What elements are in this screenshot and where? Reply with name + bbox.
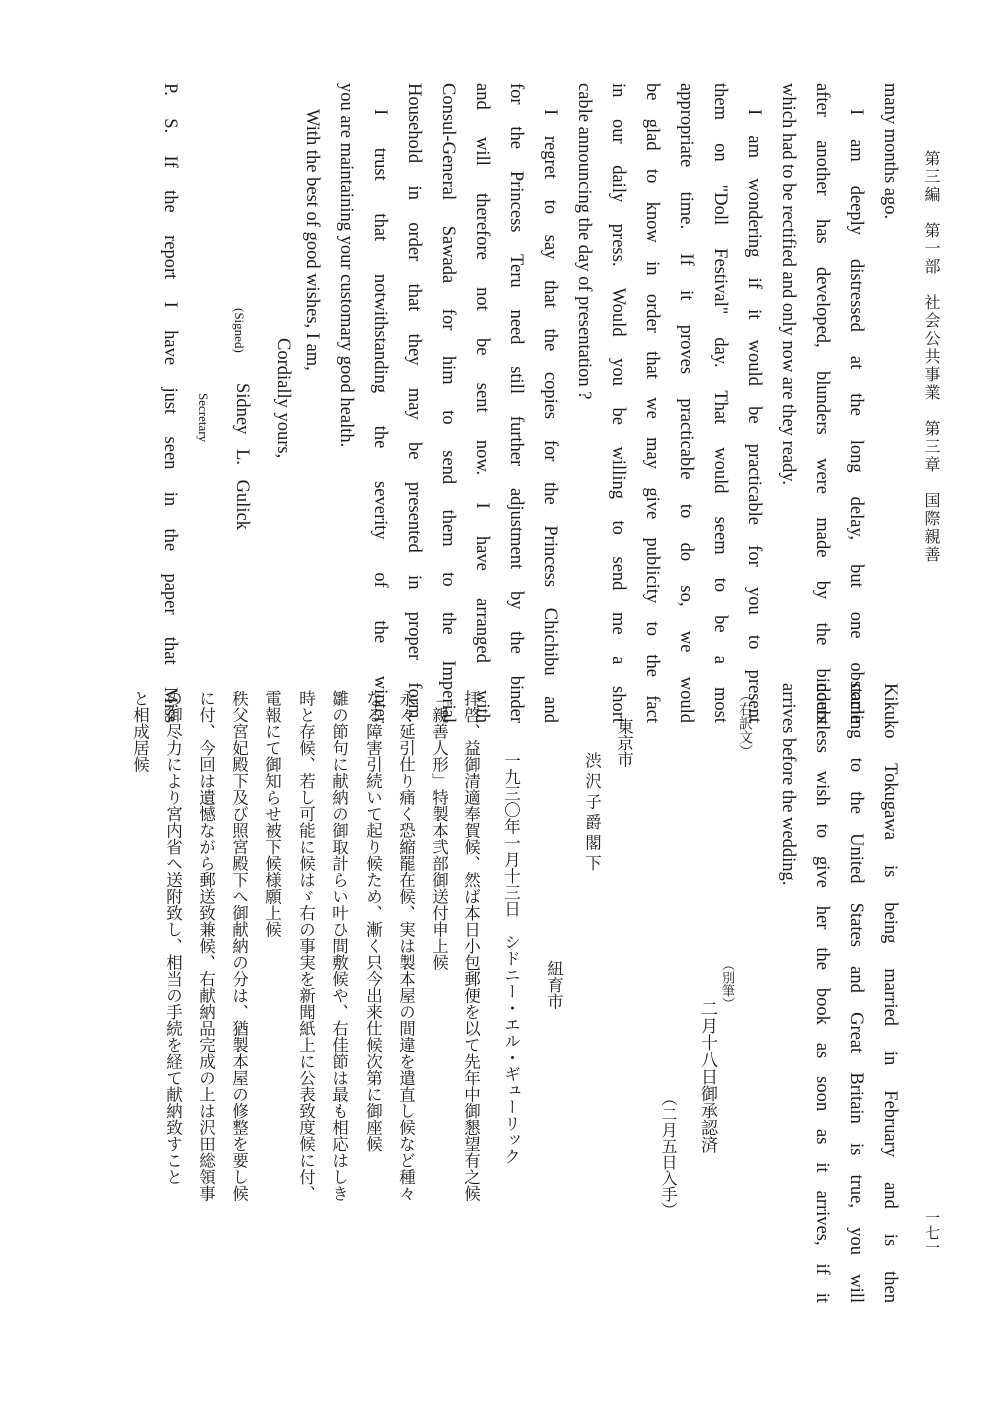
english-line: doubtless wish to give her the book as soon as it arrives, if it bbox=[812, 683, 832, 1303]
english-line: I am wondering if it would be practicable for you to present bbox=[744, 109, 764, 723]
signed-label: (Signed) bbox=[232, 308, 247, 353]
postscript-line: P. S. If the report I have just seen in the paper that Miss bbox=[160, 83, 180, 723]
english-line: With the best of good wishes, I am, bbox=[302, 109, 322, 371]
japanese-body-line: 電報にて御知らせ被下候様願上候 bbox=[262, 690, 282, 938]
japanese-body-line: なる障害引続いて起り候ため、漸く只今出来仕候次第に御座候 bbox=[363, 690, 383, 1152]
closing: Cordially yours, bbox=[273, 338, 293, 459]
city-newyork: 紐育市 bbox=[544, 960, 564, 1010]
japanese-body-line: 秩父宮妃殿下及び照宮殿下へ御献納の分は、猶製本屋の修整を要し候 bbox=[229, 690, 249, 1202]
signer-title: Secretary bbox=[196, 393, 211, 443]
page-number: 一七一 bbox=[923, 1210, 941, 1255]
running-header: 第三編 第一部 社会公共事業 第三章 国際親善 bbox=[922, 150, 941, 564]
english-line: I trust that notwithstanding the severity of the winter bbox=[370, 109, 390, 723]
english-line: which had to be rectified and only now are they ready. bbox=[778, 83, 798, 486]
english-line: and will therefore not be sent now. I have arranged with bbox=[472, 83, 492, 723]
japanese-body-line: 永々延引仕り痛く恐縮罷在候、実は製本屋の間違を遣直し候など種々 bbox=[396, 690, 416, 1202]
english-line: Kikuko Tokugawa is being married in February and is then bbox=[880, 683, 900, 1303]
english-line: I regret to say that the copies for the Princess Chichibu and bbox=[540, 109, 560, 723]
city-tokyo: 東京市 bbox=[614, 718, 634, 768]
english-line: cable announcing the day of presentation ? bbox=[574, 83, 594, 400]
japanese-body-line: の御尽力により宮内省へ送附致し、相当の手続を経て献納致すこと bbox=[163, 690, 183, 1185]
english-line: Household in order that they may be presented in proper form. bbox=[404, 83, 424, 723]
english-letter-right bbox=[771, 683, 907, 1303]
japanese-body-line: と相成居候 bbox=[130, 690, 150, 773]
english-line: after another has developed, blunders were made by the binders bbox=[812, 83, 832, 723]
english-line: many months ago. bbox=[880, 83, 900, 220]
english-line: I am deeply distressed at the long delay, but one obstacle bbox=[846, 109, 866, 723]
japanese-body-line: 雛の節句に献納の御取計らい叶ひ間敷候や、右佳節は最も相応はしき bbox=[329, 690, 349, 1202]
english-line: in our daily press. Would you be willing to send me a short bbox=[608, 83, 628, 723]
english-line: for the Princess Teru need still further adjustment by the binder bbox=[506, 83, 526, 723]
english-line: you are maintaining your customary good health. bbox=[336, 83, 356, 448]
english-line: appropriate time. If it proves practicable to do so, we would bbox=[676, 83, 696, 723]
date-sender: 一九三〇年一月十三日 シドニー・エル・ギューリック bbox=[501, 752, 521, 1165]
separate-hand-note: （別筆） bbox=[719, 958, 734, 1010]
japanese-body-line: 時と存候、若し可能に候はゞ右の事実を新聞紙上に公表致度候に付、 bbox=[296, 690, 316, 1202]
english-line: coming to the United States and Great Britain is true, you will bbox=[846, 683, 866, 1303]
approval-note: 二月十八日御承認済 bbox=[697, 1000, 717, 1153]
received-note: （二月五日入手） bbox=[659, 1090, 678, 1218]
signer-name: Sidney L. Gulick bbox=[232, 383, 252, 530]
japanese-body-line: に付、今回は遺憾ながら郵送致兼候、右献納品完成の上は沢田総領事 bbox=[196, 690, 216, 1202]
addressee: 渋沢子爵閣下 bbox=[582, 752, 602, 875]
japanese-body-line: 拝啓、益御清適奉賀候、然ば本日小包郵便を以て先年中御懇望有之候 bbox=[461, 690, 481, 1202]
english-line: arrives before the wedding. bbox=[778, 683, 798, 886]
english-letter-left bbox=[160, 83, 907, 723]
translation-note: （右訳文） bbox=[737, 688, 753, 758]
english-line: be glad to know in order that we may give publicity to the fact bbox=[642, 83, 662, 723]
english-line: them on "Doll Festival" day. That would seem to be a most bbox=[710, 83, 730, 723]
japanese-body-line: 「親善人形」特製本弐部御送付申上候 bbox=[429, 690, 449, 971]
english-line: Consul-General Sawada for him to send them to the Imperial bbox=[438, 83, 458, 723]
